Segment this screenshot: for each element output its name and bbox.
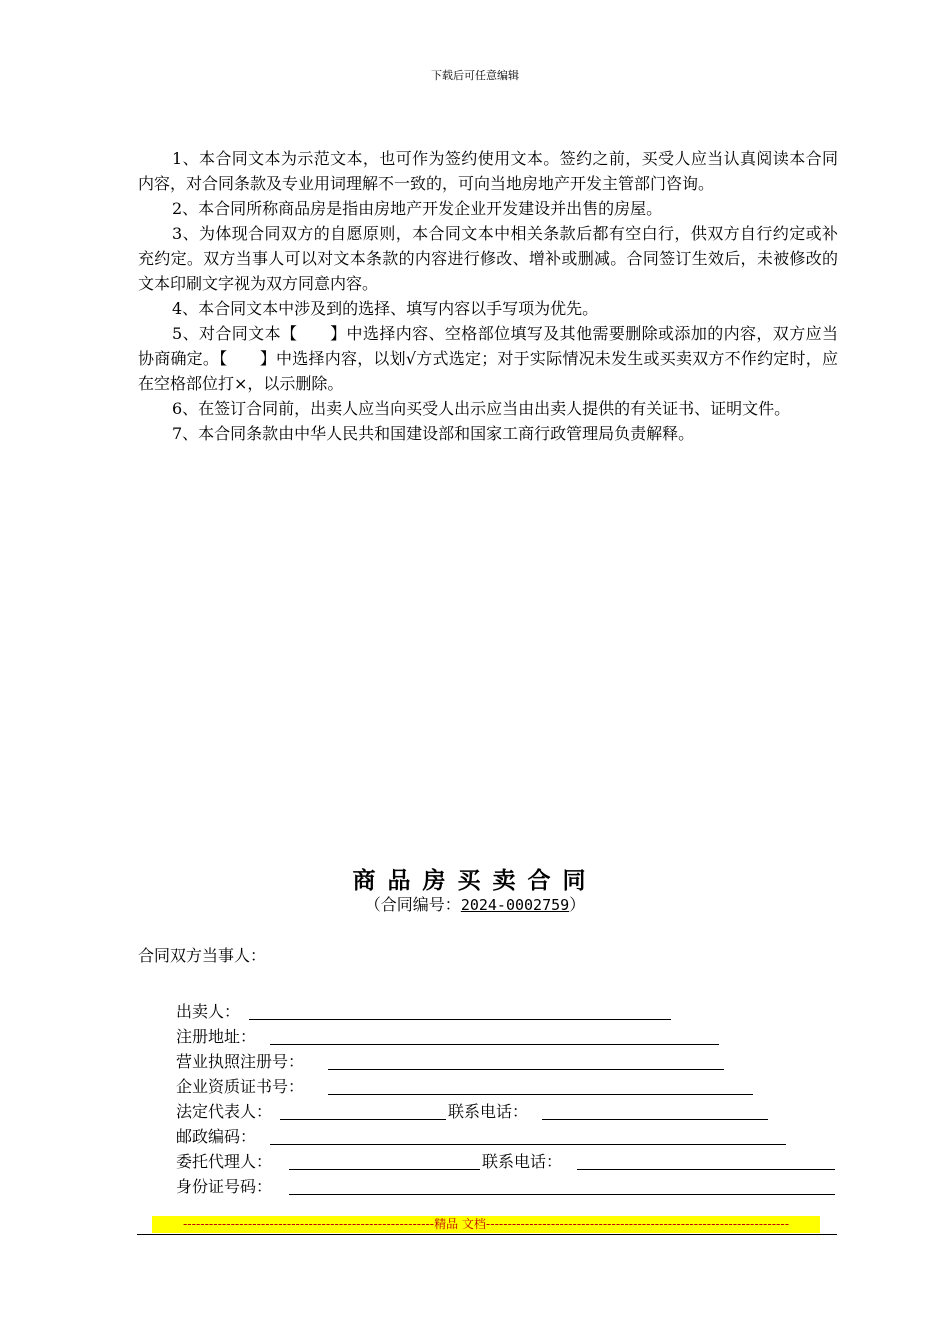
agent-blank[interactable] <box>289 1169 480 1170</box>
note-2: 2、本合同所称商品房是指由房地产开发企业开发建设并出售的房屋。 <box>172 199 663 218</box>
qualification-label: 企业资质证书号： <box>176 1077 305 1096</box>
contract-number: 2024-0002759 <box>460 896 570 914</box>
note-3: 3、为体现合同双方的自愿原则，本合同文本中相关条款后都有空白行，供双方自行约定或补充约定。双方当事人可以对文本条款的内容进行修改、增补或删减。合同签订生效后，未被修改的文本印刷文字视为双方同意内容。 <box>138 224 838 293</box>
footer-rule <box>137 1234 837 1235</box>
phone1-label: 联系电话： <box>448 1102 529 1121</box>
license-blank[interactable] <box>328 1069 724 1070</box>
instructions-section <box>138 146 838 446</box>
header-note: 下载后可任意编辑 <box>431 69 519 82</box>
contract-number-line <box>0 892 950 915</box>
note-5: 5、对合同文本【 】中选择内容、空格部位填写及其他需要删除或添加的内容，双方应当协商确定。【 】中选择内容，以划√方式选定；对于实际情况未发生或买卖双方不作约定时，应在空格部位打×，以示删除。 <box>138 324 838 393</box>
license-label: 营业执照注册号： <box>176 1052 305 1071</box>
contract-number-suffix: ） <box>569 895 586 914</box>
qualification-blank[interactable] <box>328 1094 753 1095</box>
postcode-blank[interactable] <box>270 1144 786 1145</box>
phone1-blank[interactable] <box>542 1119 768 1120</box>
seller-label: 出卖人： <box>176 1002 241 1021</box>
phone2-label: 联系电话： <box>482 1152 563 1171</box>
legal-rep-blank[interactable] <box>280 1119 446 1120</box>
id-label: 身份证号码： <box>176 1177 273 1196</box>
parties-label: 合同双方当事人： <box>138 946 267 965</box>
contract-title: 商品房买卖合同 <box>352 867 598 894</box>
address-blank[interactable] <box>270 1044 719 1045</box>
note-7: 7、本合同条款由中华人民共和国建设部和国家工商行政管理局负责解释。 <box>172 424 695 443</box>
phone2-blank[interactable] <box>577 1169 835 1170</box>
seller-blank[interactable] <box>249 1019 671 1020</box>
postcode-label: 邮政编码： <box>176 1127 257 1146</box>
note-6: 6、在签订合同前，出卖人应当向买受人出示应当由出卖人提供的有关证书、证明文件。 <box>172 399 791 418</box>
legal-rep-label: 法定代表人： <box>176 1102 273 1121</box>
note-1: 1、本合同文本为示范文本，也可作为签约使用文本。签约之前，买受人应当认真阅读本合同内容，对合同条款及专业用词理解不一致的，可向当地房地产开发主管部门咨询。 <box>138 149 838 193</box>
agent-label: 委托代理人： <box>176 1152 273 1171</box>
id-blank[interactable] <box>289 1194 835 1195</box>
address-label: 注册地址： <box>176 1027 257 1046</box>
contract-number-prefix: （合同编号： <box>364 895 461 914</box>
footer-watermark-band: ----------------------------------------------------------精品 文档---------------------------------------------------------------------- <box>152 1216 820 1233</box>
note-4: 4、本合同文本中涉及到的选择、填写内容以手写项为优先。 <box>172 299 599 318</box>
